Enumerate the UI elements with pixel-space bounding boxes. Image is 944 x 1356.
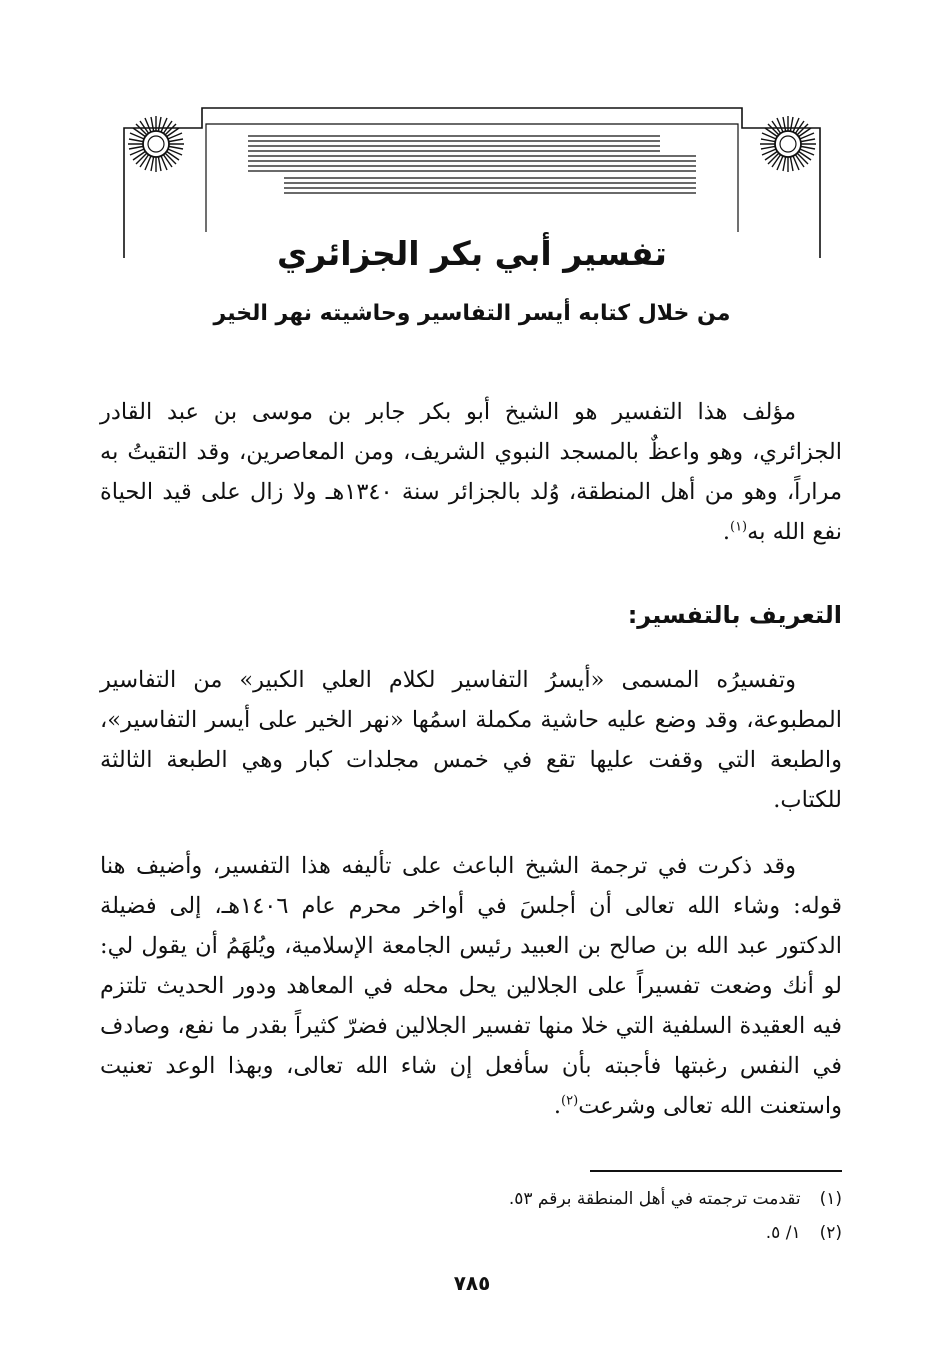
footnote-ref-1: (١) xyxy=(729,519,748,535)
intro-paragraph-end: . xyxy=(722,519,730,545)
footnote-divider xyxy=(590,1170,842,1172)
footnote-ref-2: (٢) xyxy=(561,1093,579,1109)
decorative-stripes xyxy=(248,136,696,193)
footnote-2 xyxy=(100,1216,842,1250)
sun-ornament-left-icon xyxy=(128,116,184,172)
intro-paragraph xyxy=(100,392,842,552)
section-title: التعريف بالتفسير: xyxy=(627,601,842,629)
footnote-text: تقدمت ترجمته في أهل المنطقة برقم ٥٣. xyxy=(508,1189,801,1209)
definition-paragraph: وتفسيرُه المسمى «أيسرُ التفاسير لكلام العلي الكبير» من التفاسير المطبوعة، وقد وضع عليه حاشية مكملة اسمُها «نهر الخير على أيسر التفاسير»، والطبعة التي وقفت عليها تقع في خمس مجلدات كبار وهي الطبعة الثالثة للكتاب. xyxy=(100,667,842,813)
sun-ornament-right-icon xyxy=(760,116,816,172)
motivation-paragraph xyxy=(100,846,842,1126)
chapter-title: تفسير أبي بكر الجزائري xyxy=(277,234,667,273)
footnote-number: (٢) xyxy=(819,1223,842,1243)
footnotes xyxy=(100,1182,842,1250)
motivation-paragraph-text: وقد ذكرت في ترجمة الشيخ الباعث على تأليفه هذا التفسير، وأضيف هنا قوله: وشاء الله تعالى أن أجلسَ في أواخر محرم عام ١٤٠٦هـ، إلى فضيلة الدكتور عبد الله بن صالح بن العبيد رئيس الجامعة الإسلامية، ويُلهَمُ أن يقول لي: لو أنك وضعت تفسيراً على الجلالين يحل محله في المعاهد ودور الحديث تلتزم فيه العقيدة السلفية التي خلا منها تفسير الجلالين فضرّ كثيراً بقدر ما نفع، وصادف في النفس رغبتها فأجبته بأن سأفعل إن شاء الله تعالى، وبهذا الوعد تعنيت واستعنت الله تعالى وشرعت xyxy=(100,853,843,1119)
motivation-paragraph-end: . xyxy=(553,1093,562,1119)
footnote-1 xyxy=(100,1182,842,1216)
intro-paragraph-text: مؤلف هذا التفسير هو الشيخ أبو بكر جابر بن موسى بن عبد القادر الجزائري، وهو واعظٌ بالمسجد النبوي الشريف، ومن المعاصرين، وقد التقيتُ به مراراً، وهو من أهل المنطقة، وُلد بالجزائر سنة ١٣٤٠هـ ولا زال على قيد الحياة نفع الله به xyxy=(100,399,842,545)
footnote-text: ١/ ٥. xyxy=(765,1223,801,1243)
footnote-number: (١) xyxy=(819,1189,842,1209)
page-number: ٧٨٥ xyxy=(453,1271,491,1295)
chapter-subtitle: من خلال كتابه أيسر التفاسير وحاشيته نهر الخير xyxy=(213,301,731,326)
